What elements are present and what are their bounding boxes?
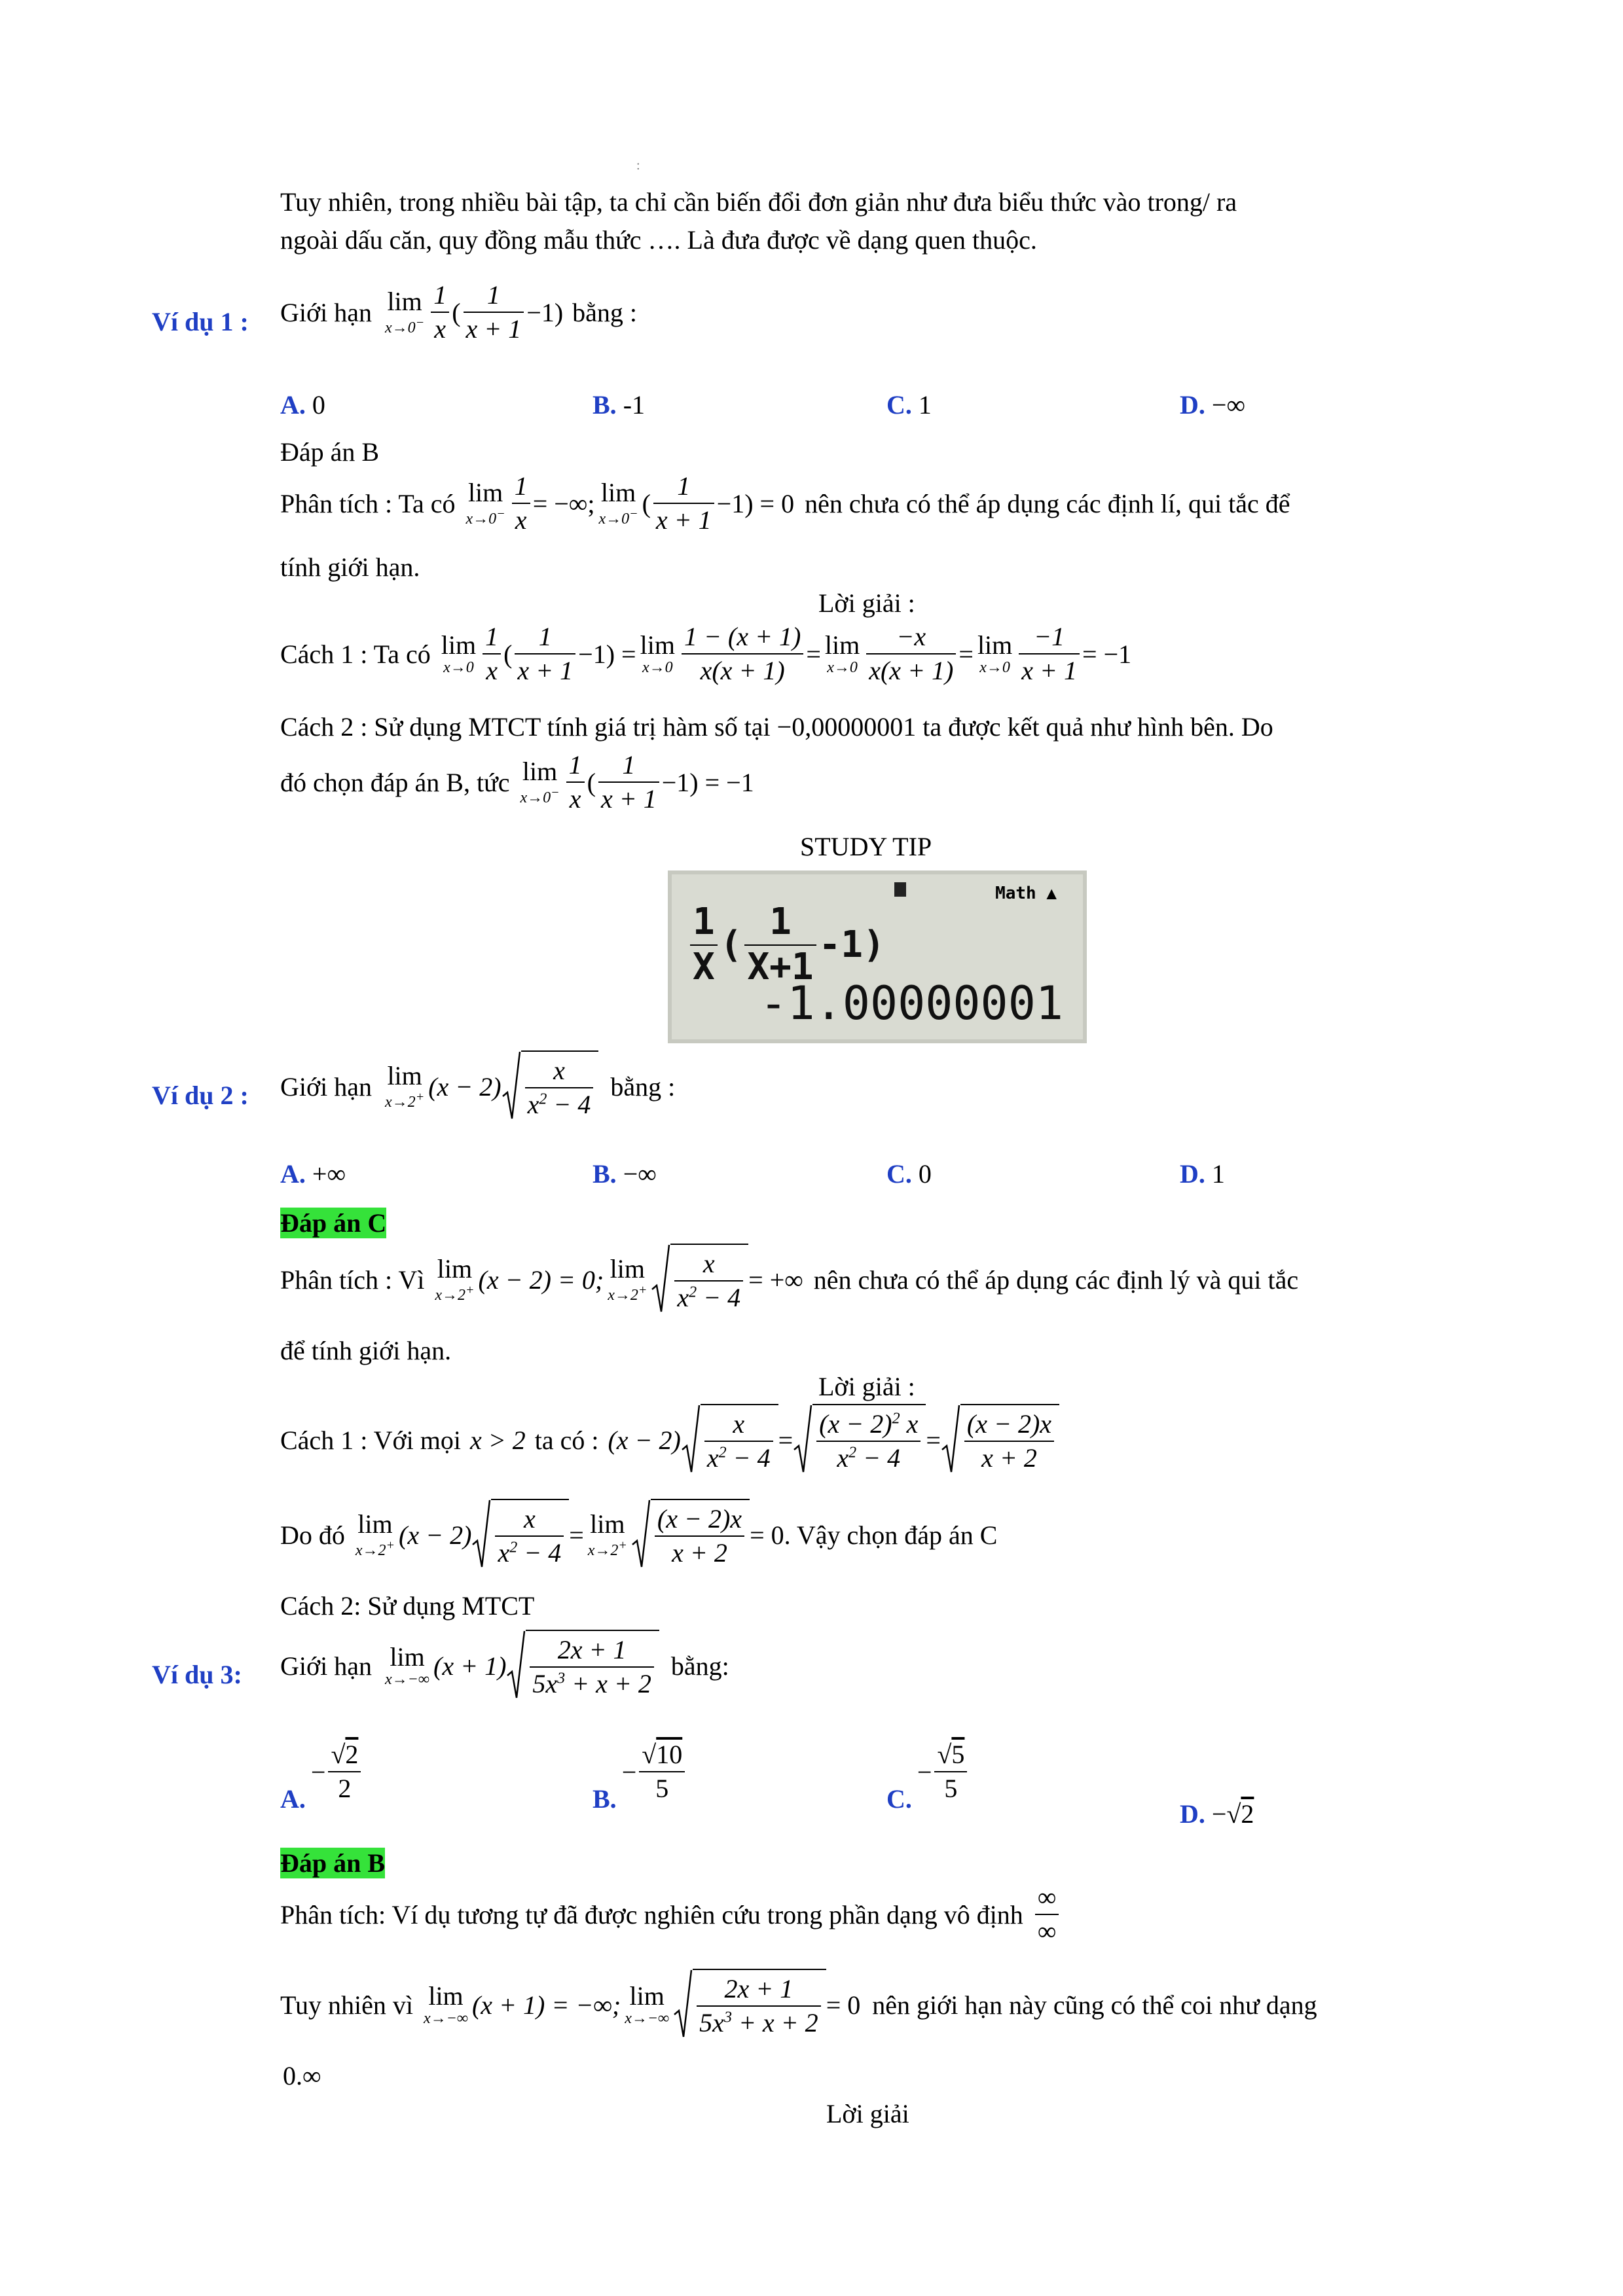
ex2-option-a: A. +∞ [280, 1159, 346, 1189]
ex3-question: Giới hạn lim x→−∞ (x + 1) $\frac{2x + 1}{5x^3 + x + 2}$ bằng: [280, 1630, 729, 1702]
study-tip-label: STUDY TIP [800, 832, 932, 861]
ex3-analysis-line3: 0.∞ [283, 2061, 321, 2090]
ex2-cach1: Cách 1 : Với mọi x > 2 ta có : (x − 2) $\frac{x}{x^2 - 4}$ = $\frac{(x - 2)^2 x}{x^2 - 4}$ = $\frac{(x - 2)x}{x + 2}$ [280, 1404, 1059, 1476]
ex1-question: Giới hạn lim x→0− $\frac{1}{x}$ ( $\frac{1}{x + 1}$ −1) bằng : [280, 280, 638, 344]
ex1-analysis-line2: tính giới hạn. [280, 552, 420, 582]
ex2-option-c: C. 0 [886, 1159, 932, 1189]
ex3-analysis-line2: Tuy nhiên vì lim x→−∞ (x + 1) = −∞; lim x→−∞ $\frac{2x + 1}{5x^3 + x + 2}$ = 0 nên giới hạn này cũng có thể coi như dạng [280, 1969, 1317, 2041]
ex2-cach2: Cách 2: Sử dụng MTCT [280, 1591, 535, 1621]
ex2-option-d: D. 1 [1180, 1159, 1225, 1189]
ex1-question-suffix: bằng : [572, 297, 638, 327]
ex2-option-b: B. −∞ [593, 1159, 657, 1189]
ex1-cach2-line1: Cách 2 : Sử dụng MTCT tính giá trị hàm số tại −0,00000001 ta được kết quả như hình bên. Do [280, 712, 1273, 742]
ex2-analysis-line2: để tính giới hạn. [280, 1336, 452, 1365]
ex3-option-d: D. −√2 [1180, 1799, 1254, 1829]
ex2-question: Giới hạn lim x→2+ (x − 2) $\frac{x}{x^2 - 4}$ bằng : [280, 1050, 675, 1122]
ex1-cach1: Cách 1 : Ta có lim x→0 $\frac{1}{x}$ ( $\frac{1}{x + 1}$ −1) = lim x→0 $\frac{1 - (x + 1)}{x(x + 1)}$ = lim x→0 $\frac{-x}{x(x + 1)}$ = lim x→0 $\frac{-1}{x + 1}$ = −1 [280, 622, 1132, 685]
ex3-label: Ví dụ 3: [152, 1660, 242, 1689]
ex1-option-d: D. −∞ [1180, 390, 1245, 420]
ex1-option-c: C. 1 [886, 390, 932, 420]
calculator-indicator-icon [894, 882, 906, 897]
ex2-answer-highlight: Đáp án C [280, 1208, 387, 1238]
calculator-mode: Math ▲ [995, 884, 1057, 903]
ex1-answer: Đáp án B [280, 437, 380, 467]
intro-line-2: ngoài dấu căn, quy đồng mẫu thức …. Là đưa được về dạng quen thuộc. [280, 225, 1037, 255]
calculator-expression: $\frac{1}{X}$ ( $\frac{1}{X+1}$ -1) [687, 901, 885, 987]
ex3-option-c: C. − $\frac{√5}{5}$ [886, 1741, 970, 1814]
ex2-analysis: Phân tích : Vì lim x→2+ (x − 2) = 0; lim x→2+ $\frac{x}{x^2 - 4}$ = +∞ nên chưa có thể áp dụng các định lý và qui tắc [280, 1244, 1298, 1316]
ex1-option-b: B. -1 [593, 390, 646, 420]
ex2-solution-title: Lời giải : [818, 1372, 915, 1401]
ex3-option-b: B. − $\frac{√10}{5}$ [593, 1741, 687, 1814]
intro-line-1: Tuy nhiên, trong nhiều bài tập, ta chỉ cần biến đổi đơn giản như đưa biểu thức vào trong/ ra [280, 187, 1237, 217]
calculator-screen [668, 870, 1087, 1043]
ex2-do-do: Do đó lim x→2+ (x − 2) $\frac{x}{x^2 - 4}$ = lim x→2+ $\frac{(x - 2)x}{x + 2}$ = 0 . Vậy chọn đáp án C [280, 1499, 997, 1571]
ex3-answer-highlight: Đáp án B [280, 1848, 386, 1878]
ex1-solution-title: Lời giải : [818, 588, 915, 618]
ex1-analysis: Phân tích : Ta có lim x→0− $\frac{1}{x}$ = −∞; lim x→0− ( $\frac{1}{x + 1}$ −1) = 0 nên chưa có thể áp dụng các định lí, qui tắc để [280, 471, 1290, 535]
ex2-label: Ví dụ 2 : [152, 1081, 249, 1110]
ex3-option-a: A. − $\frac{√2}{2}$ [280, 1741, 363, 1814]
ex3-solution-title: Lời giải [826, 2099, 909, 2128]
calculator-result: -1.00000001 [759, 977, 1063, 1030]
ex1-question-prefix: Giới hạn [280, 297, 373, 327]
ex1-cach2-line2: đó chọn đáp án B, tức lim x→0− $\frac{1}{x}$ ( $\frac{1}{x + 1}$ −1) = −1 [280, 750, 754, 814]
ex1-option-a: A. 0 [280, 390, 325, 420]
ex1-label: Ví dụ 1 : [152, 307, 249, 336]
ex3-analysis-line1: Phân tích: Ví dụ tương tự đã được nghiên cứu trong phần dạng vô định $\frac{\infty}{\infty}$ [280, 1884, 1061, 1945]
page-mark: : [636, 158, 640, 173]
